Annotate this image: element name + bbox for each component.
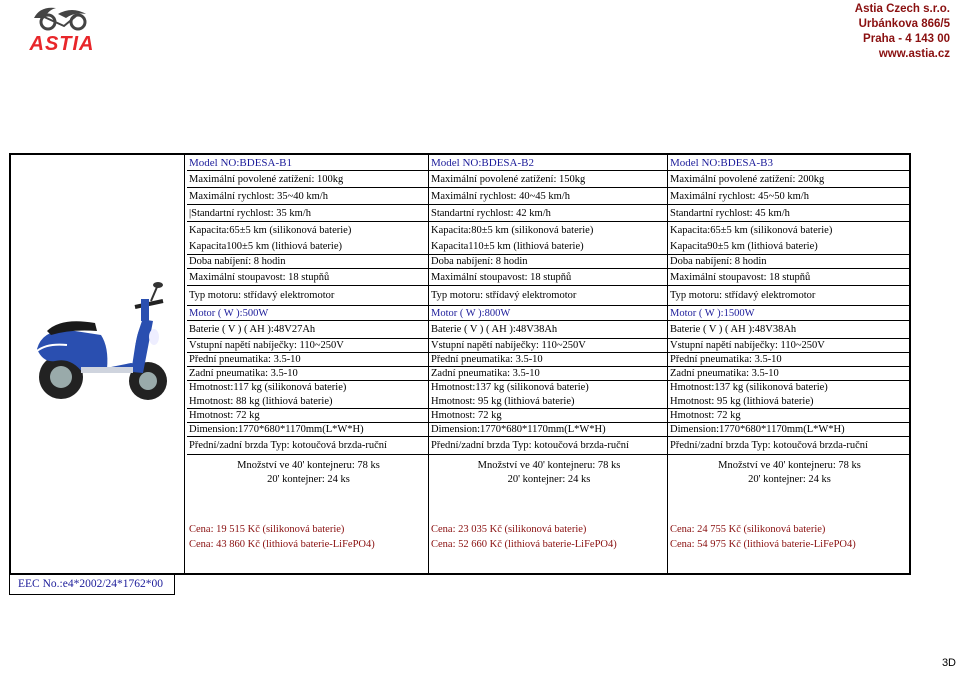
spec-battery: Baterie ( V ) ( AH ):48V38Ah <box>668 321 909 339</box>
spec-rear-tyre: Zadní pneumatika: 3.5-10 <box>668 367 909 381</box>
page-number: 3D <box>941 657 956 669</box>
spec-weight: Hmotnost: 72 kg <box>187 409 428 423</box>
company-city: Praha - 4 143 00 <box>863 33 950 45</box>
spec-charge: Doba nabíjení: 8 hodin <box>429 255 667 269</box>
spec-rear-tyre: Zadní pneumatika: 3.5-10 <box>187 367 428 381</box>
eec-number: EEC No.:e4*2002/24*1762*00 <box>9 575 175 595</box>
spec-price-si: Cena: 19 515 Kč (silikonová baterie) <box>189 524 345 535</box>
logo-text: ASTIA <box>29 33 95 54</box>
spec-capacity-si: Kapacita:65±5 km (silikonová baterie) <box>670 225 833 236</box>
spec-std-speed: Standartní rychlost: 42 km/h <box>429 205 667 222</box>
spec-front-tyre: Přední pneumatika: 3.5-10 <box>187 353 428 367</box>
spec-brakes: Přední/zadní brzda Typ: kotoučová brzda-ruční <box>429 437 667 455</box>
spec-charger: Vstupní napětí nabíječky: 110~250V <box>668 339 909 353</box>
spec-brakes: Přední/zadní brzda Typ: kotoučová brzda-ruční <box>668 437 909 455</box>
spec-max-speed: Maximální rychlost: 35~40 km/h <box>187 188 428 205</box>
spec-name: Model NO:BDESA-B2 <box>429 155 667 171</box>
spec-container20: 20' kontejner: 24 ks <box>748 474 831 485</box>
spec-capacity-si: Kapacita:65±5 km (silikonová baterie) <box>189 225 352 236</box>
spec-container20: 20' kontejner: 24 ks <box>507 474 591 485</box>
spec-climb: Maximální stoupavost: 18 stupňů <box>429 269 667 286</box>
spec-capacity-li: Kapacita100±5 km (lithiová baterie) <box>187 238 428 255</box>
spec-container20: 20' kontejner: 24 ks <box>267 474 350 485</box>
image-cell <box>11 155 185 573</box>
spec-load: Maximální povolené zatížení: 200kg <box>668 171 909 188</box>
spec-load: Maximální povolené zatížení: 100kg <box>187 171 428 188</box>
spec-weight-si: Hmotnost:137 kg (silikonová baterie) <box>431 382 589 393</box>
astia-logo <box>12 4 112 54</box>
company-street: Urbánkova 866/5 <box>858 18 950 30</box>
spec-weight-li: Hmotnost: 95 kg (lithiová baterie) <box>429 395 667 409</box>
model-column-b1 <box>187 155 429 573</box>
spec-table <box>9 153 911 575</box>
spec-name: Model NO:BDESA-B1 <box>187 155 428 171</box>
spec-charge: Doba nabíjení: 8 hodin <box>187 255 428 269</box>
spec-dimension: Dimension:1770*680*1170mm(L*W*H) <box>429 423 667 437</box>
model-column-b3 <box>668 155 909 573</box>
spec-motor-type: Typ motoru: střídavý elektromotor <box>668 286 909 306</box>
spec-weight-li: Hmotnost: 88 kg (lithiová baterie) <box>187 395 428 409</box>
model-column-b2 <box>429 155 668 573</box>
spec-price-si: Cena: 24 755 Kč (silikonová baterie) <box>670 524 826 535</box>
spec-weight: Hmotnost: 72 kg <box>668 409 909 423</box>
spec-container40: Množství ve 40' kontejneru: 78 ks <box>237 460 380 471</box>
spec-weight-si: Hmotnost:117 kg (silikonová baterie) <box>189 382 347 393</box>
company-name: Astia Czech s.r.o. <box>854 3 950 15</box>
spec-climb: Maximální stoupavost: 18 stupňů <box>187 269 428 286</box>
spec-charge: Doba nabíjení: 8 hodin <box>668 255 909 269</box>
spec-charger: Vstupní napětí nabíječky: 110~250V <box>187 339 428 353</box>
spec-motor-type: Typ motoru: střídavý elektromotor <box>187 286 428 306</box>
spec-container40: Množství ve 40' kontejneru: 78 ks <box>718 460 861 471</box>
spec-climb: Maximální stoupavost: 18 stupňů <box>668 269 909 286</box>
spec-container40: Množství ve 40' kontejneru: 78 ks <box>477 460 621 471</box>
spec-motor-type: Typ motoru: střídavý elektromotor <box>429 286 667 306</box>
spec-price-si: Cena: 23 035 Kč (silikonová baterie) <box>431 524 587 535</box>
spec-name: Model NO:BDESA-B3 <box>668 155 909 171</box>
spec-motor-power: Motor ( W ):800W <box>429 306 667 321</box>
spec-front-tyre: Přední pneumatika: 3.5-10 <box>668 353 909 367</box>
spec-std-speed: |Standartní rychlost: 35 km/h <box>187 205 428 222</box>
spec-motor-power: Motor ( W ):1500W <box>668 306 909 321</box>
spec-price-li: Cena: 54 975 Kč (lithiová baterie-LiFePO4) <box>670 539 856 550</box>
scooter-image <box>23 277 173 405</box>
spec-rear-tyre: Zadní pneumatika: 3.5-10 <box>429 367 667 381</box>
spec-weight: Hmotnost: 72 kg <box>429 409 667 423</box>
spec-price-li: Cena: 43 860 Kč (lithiová baterie-LiFePO4) <box>189 539 375 550</box>
spec-front-tyre: Přední pneumatika: 3.5-10 <box>429 353 667 367</box>
spec-battery: Baterie ( V ) ( AH ):48V27Ah <box>187 321 428 339</box>
company-address <box>855 2 950 62</box>
spec-motor-power: Motor ( W ):500W <box>187 306 428 321</box>
spec-dimension: Dimension:1770*680*1170mm(L*W*H) <box>668 423 909 437</box>
spec-weight-li: Hmotnost: 95 kg (lithiová baterie) <box>668 395 909 409</box>
spec-brakes: Přední/zadní brzda Typ: kotoučová brzda-ruční <box>187 437 428 455</box>
spec-weight-si: Hmotnost:137 kg (silikonová baterie) <box>670 382 828 393</box>
spec-std-speed: Standartní rychlost: 45 km/h <box>668 205 909 222</box>
spec-max-speed: Maximální rychlost: 45~50 km/h <box>668 188 909 205</box>
spec-charger: Vstupní napětí nabíječky: 110~250V <box>429 339 667 353</box>
spec-load: Maximální povolené zatížení: 150kg <box>429 171 667 188</box>
spec-capacity-li: Kapacita110±5 km (lithiová baterie) <box>429 238 667 255</box>
company-web[interactable]: www.astia.cz <box>878 48 950 60</box>
spec-capacity-li: Kapacita90±5 km (lithiová baterie) <box>668 238 909 255</box>
spec-capacity-si: Kapacita:80±5 km (silikonová baterie) <box>431 225 594 236</box>
spec-dimension: Dimension:1770*680*1170mm(L*W*H) <box>187 423 428 437</box>
spec-max-speed: Maximální rychlost: 40~45 km/h <box>429 188 667 205</box>
spec-battery: Baterie ( V ) ( AH ):48V38Ah <box>429 321 667 339</box>
spec-price-li: Cena: 52 660 Kč (lithiová baterie-LiFePO4) <box>431 539 617 550</box>
